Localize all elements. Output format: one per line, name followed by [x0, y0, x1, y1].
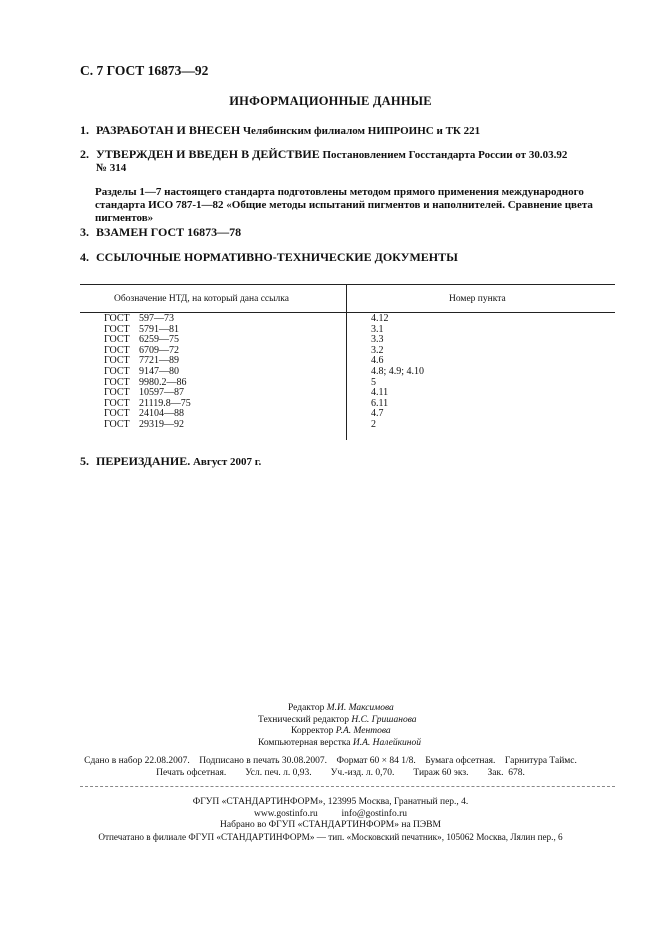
- table-header-point: Номер пункта: [449, 294, 506, 304]
- table-cell-doc: ГОСТ: [104, 376, 130, 388]
- table-cell-num: 29319—92: [139, 418, 184, 430]
- imprint-line: Сдано в набор 22.08.2007. Подписано в печать 30.08.2007. Формат 60 × 84 1/8. Бумага офсетная. Гарнитура Таймс.: [84, 756, 577, 766]
- table-cell-point: 4.6: [371, 355, 384, 367]
- editor-name: М.И. Максимова: [326, 703, 394, 713]
- table-cell-point: 2: [371, 418, 376, 430]
- table-cell-doc: ГОСТ: [104, 418, 130, 430]
- item-5: [80, 454, 620, 469]
- editor-role: Технический редактор: [258, 714, 349, 725]
- section-title: ИНФОРМАЦИОННЫЕ ДАННЫЕ: [229, 94, 432, 108]
- table-cell-doc: ГОСТ: [104, 334, 130, 346]
- publisher-line: ФГУП «СТАНДАРТИНФОРМ», 123995 Москва, Гранатный пер., 4.: [192, 797, 469, 807]
- item-caps: ССЫЛОЧНЫЕ НОРМАТИВНО-ТЕХНИЧЕСКИЕ ДОКУМЕНТЫ: [96, 250, 458, 264]
- item-4: [80, 250, 620, 264]
- item-caps: ПЕРЕИЗДАНИЕ.: [96, 454, 191, 468]
- table-cell-num: 6709—72: [139, 344, 179, 356]
- table-col-number: [139, 314, 191, 431]
- table-cell-num: 9147—80: [139, 365, 179, 377]
- editor-name: Р.А. Ментова: [335, 726, 391, 736]
- table-top-rule: [80, 284, 615, 285]
- table-cell-point: 4.7: [371, 408, 384, 420]
- item-text: Челябинским филиалом НИПРОИНС и ТК 221: [240, 125, 481, 137]
- editor-role: Компьютерная верстка: [258, 737, 351, 748]
- item-3: [80, 225, 620, 239]
- item-2-line2: № 314: [96, 162, 127, 174]
- note-paragraph: Разделы 1—7 настоящего стандарта подготовлены методом прямого применения международного стандарта ИСО 787-1—82 «Общие методы испытаний пигментов и наполнителей. Сравнение цвета пигментов»: [95, 186, 593, 224]
- separator-rule: [80, 786, 615, 787]
- item-number: 1.: [80, 123, 89, 137]
- table-cell-point: 3.3: [371, 334, 384, 346]
- table-cell-doc: ГОСТ: [104, 323, 130, 335]
- editor-line: [258, 715, 421, 727]
- item-number: 4.: [80, 250, 89, 264]
- item-caps: УТВЕРЖДЕН И ВВЕДЕН В ДЕЙСТВИЕ: [96, 147, 320, 161]
- item-caps: РАЗРАБОТАН И ВНЕСЕН: [96, 123, 241, 137]
- publisher-block: [0, 797, 661, 843]
- table-col-point: [371, 314, 424, 431]
- table-cell-point: 5: [371, 376, 376, 388]
- table-cell-doc: ГОСТ: [104, 355, 130, 367]
- imprint-line: Печать офсетная. Усл. печ. л. 0,93. Уч.-изд. л. 0,70. Тираж 60 экз. Зак. 678.: [156, 767, 525, 778]
- table-cell-num: 7721—89: [139, 355, 179, 367]
- table-column-divider: [346, 284, 347, 440]
- table-cell-num: 24104—88: [139, 408, 184, 420]
- editor-role: Редактор: [288, 703, 325, 713]
- editors-block: [258, 703, 421, 749]
- table-cell-num: 10597—87: [139, 387, 184, 399]
- editor-name: Н.С. Гришанова: [351, 714, 417, 725]
- table-cell-doc: ГОСТ: [104, 365, 130, 377]
- publisher-line: Набрано во ФГУП «СТАНДАРТИНФОРМ» на ПЭВМ: [220, 820, 441, 830]
- item-number: 3.: [80, 225, 89, 239]
- table-cell-doc: ГОСТ: [104, 397, 130, 409]
- table-cell-point: 3.1: [371, 323, 384, 335]
- publisher-line: Отпечатано в филиале ФГУП «СТАНДАРТИНФОРМ» — тип. «Московский печатник», 105062 Москва, Лялин пер., 6: [98, 831, 563, 842]
- table-cell-point: 4.8; 4.9; 4.10: [371, 365, 425, 377]
- table-cell-num: 9980.2—86: [139, 376, 187, 388]
- table-cell-num: 597—73: [139, 313, 174, 324]
- table-cell-num: 6259—75: [139, 334, 179, 346]
- table-cell-doc: ГОСТ: [104, 387, 130, 399]
- item-number: 2.: [80, 147, 89, 161]
- item-text: Постановлением Госстандарта России от 30.03.92: [319, 149, 568, 161]
- publisher-line: www.gostinfo.ru info@gostinfo.ru: [254, 808, 407, 819]
- table-cell-doc: ГОСТ: [104, 344, 130, 356]
- editor-line: [258, 738, 421, 750]
- item-2: [80, 147, 620, 162]
- table-cell-doc: ГОСТ: [104, 408, 130, 420]
- editor-role: Корректор: [291, 726, 334, 736]
- table-cell-point: 4.12: [371, 313, 389, 324]
- editor-line: [258, 703, 421, 715]
- table-cell-num: 5791—81: [139, 323, 179, 335]
- table-cell-point: 3.2: [371, 344, 384, 356]
- table-cell-point: 6.11: [371, 397, 389, 409]
- item-text: Август 2007 г.: [190, 456, 262, 468]
- table-col-doc: [104, 314, 130, 431]
- imprint-block: [0, 756, 661, 779]
- editor-name: И.А. Налейкиной: [352, 737, 421, 748]
- editor-line: [258, 726, 421, 738]
- item-caps: ВЗАМЕН ГОСТ 16873—78: [96, 225, 242, 239]
- table-cell-num: 21119.8—75: [139, 397, 191, 409]
- item-number: 5.: [80, 454, 89, 468]
- page-header: С. 7 ГОСТ 16873—92: [80, 63, 209, 78]
- table-header-doc: Обозначение НТД, на который дана ссылка: [114, 294, 289, 304]
- table-cell-doc: ГОСТ: [104, 313, 130, 324]
- item-1: [80, 123, 620, 138]
- table-cell-point: 4.11: [371, 387, 389, 399]
